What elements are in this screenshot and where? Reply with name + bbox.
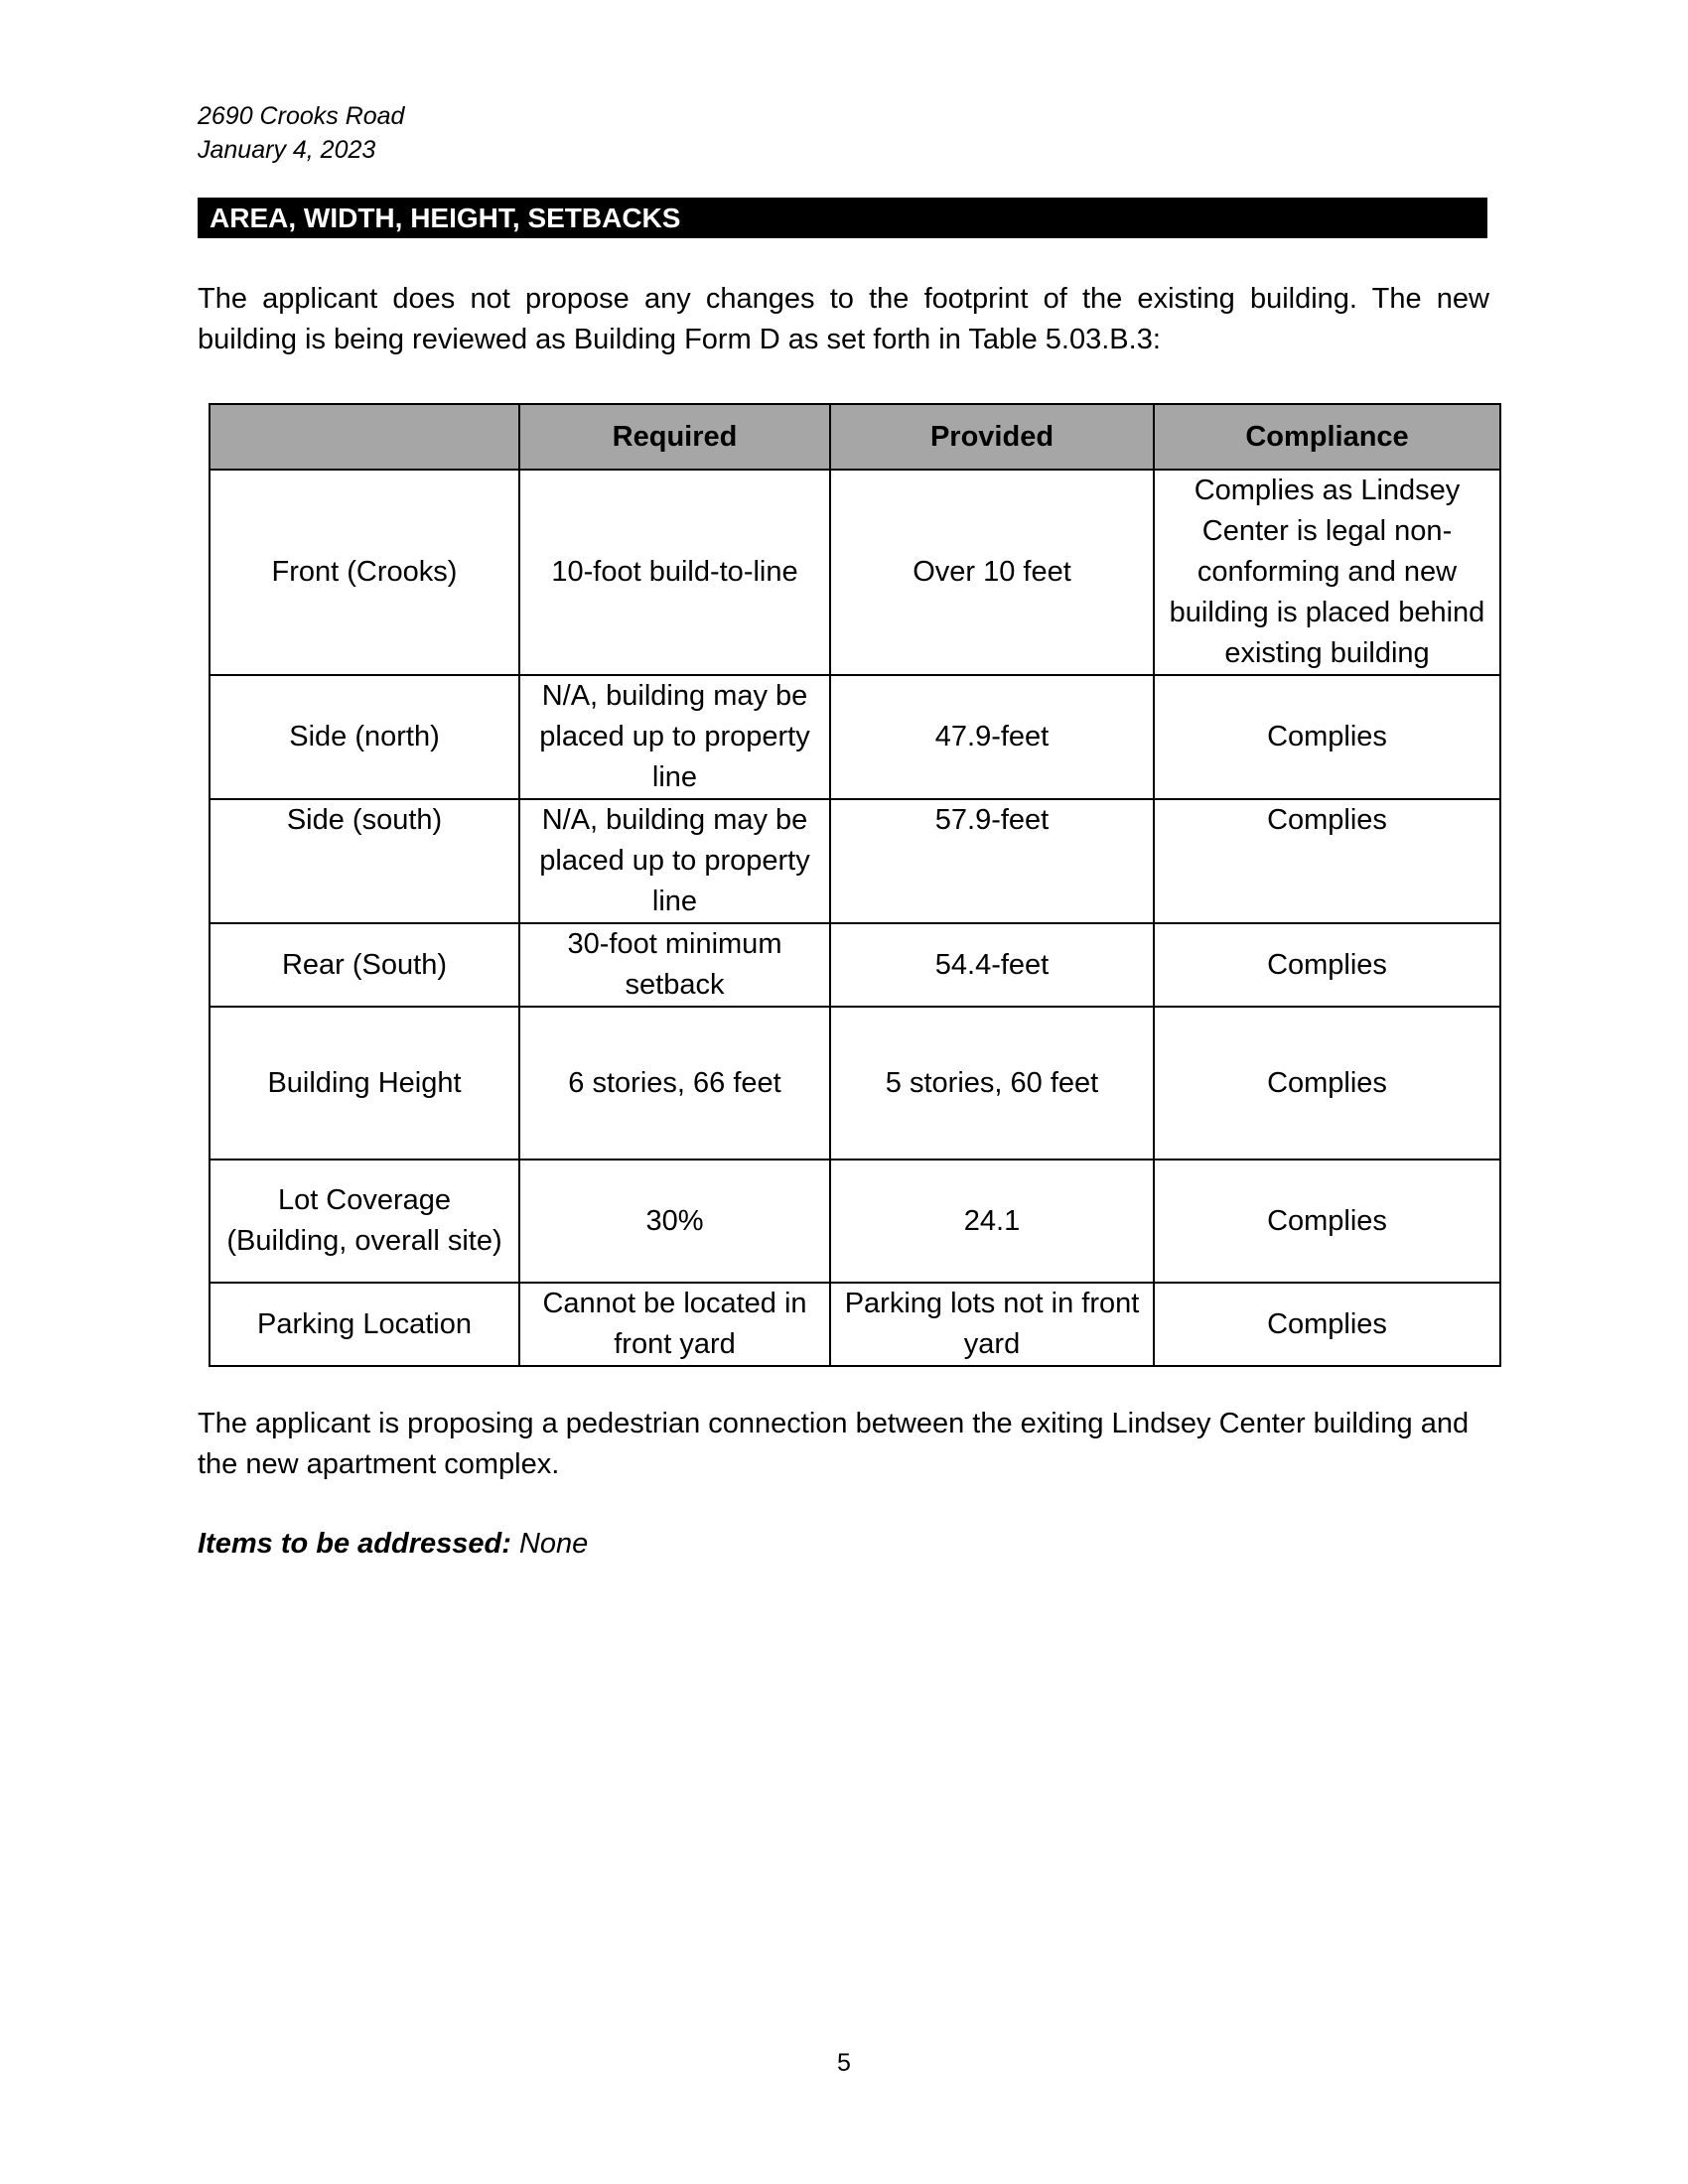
table-row bbox=[210, 1283, 1500, 1366]
row-label-cell: Front (Crooks) bbox=[210, 470, 519, 675]
row-label-cell: Building Height bbox=[210, 1007, 519, 1160]
table-row bbox=[210, 1007, 1500, 1160]
provided-cell: Parking lots not in front yard bbox=[830, 1283, 1154, 1366]
required-cell: 6 stories, 66 feet bbox=[519, 1007, 830, 1160]
required-cell: 30% bbox=[519, 1160, 830, 1283]
row-label-cell: Side (north) bbox=[210, 675, 519, 799]
header-cell-provided: Provided bbox=[830, 404, 1154, 470]
header-cell-required: Required bbox=[519, 404, 830, 470]
header-cell-blank bbox=[210, 404, 519, 470]
row-label-cell: Parking Location bbox=[210, 1283, 519, 1366]
compliance-cell: Complies bbox=[1154, 1283, 1500, 1366]
items-to-address bbox=[198, 1524, 588, 1565]
items-label: Items to be addressed: bbox=[198, 1528, 511, 1560]
row-label-cell: Side (south) bbox=[210, 799, 519, 923]
header-date: January 4, 2023 bbox=[198, 136, 376, 164]
items-value: None bbox=[518, 1528, 589, 1560]
required-cell: Cannot be located in front yard bbox=[519, 1283, 830, 1366]
row-label-cell: Rear (South) bbox=[210, 923, 519, 1007]
provided-cell: 24.1 bbox=[830, 1160, 1154, 1283]
table-header-row bbox=[210, 404, 1500, 470]
provided-cell: 54.4-feet bbox=[830, 923, 1154, 1007]
setbacks-table bbox=[209, 403, 1501, 1367]
compliance-cell: Complies bbox=[1154, 923, 1500, 1007]
table-row bbox=[210, 470, 1500, 675]
header-address: 2690 Crooks Road bbox=[198, 102, 405, 130]
compliance-cell: Complies bbox=[1154, 799, 1500, 923]
intro-paragraph: The applicant does not propose any changes to the footprint of the existing building. The new building is being reviewed as Building Form D as set forth in Table 5.03.B.3: bbox=[198, 283, 1489, 355]
compliance-cell: Complies bbox=[1154, 1007, 1500, 1160]
required-cell: N/A, building may be placed up to property line bbox=[519, 675, 830, 799]
table-row bbox=[210, 799, 1500, 923]
compliance-cell: Complies bbox=[1154, 1160, 1500, 1283]
required-cell: 10-foot build-to-line bbox=[519, 470, 830, 675]
row-label-cell: Lot Coverage (Building, overall site) bbox=[210, 1160, 519, 1283]
page-number: 5 bbox=[837, 2049, 851, 2077]
provided-cell: 57.9-feet bbox=[830, 799, 1154, 923]
required-cell: 30-foot minimum setback bbox=[519, 923, 830, 1007]
table-row bbox=[210, 675, 1500, 799]
closing-paragraph: The applicant is proposing a pedestrian connection between the exiting Lindsey Center building and the new apartment complex. bbox=[198, 1408, 1470, 1480]
provided-cell: 5 stories, 60 feet bbox=[830, 1007, 1154, 1160]
required-cell: N/A, building may be placed up to property line bbox=[519, 799, 830, 923]
provided-cell: Over 10 feet bbox=[830, 470, 1154, 675]
page-header bbox=[198, 99, 404, 167]
header-cell-compliance: Compliance bbox=[1154, 404, 1500, 470]
compliance-cell: Complies as Lindsey Center is legal non-conforming and new building is placed behind existing building bbox=[1154, 470, 1500, 675]
provided-cell: 47.9-feet bbox=[830, 675, 1154, 799]
section-title: AREA, WIDTH, HEIGHT, SETBACKS bbox=[198, 198, 1487, 238]
table-row bbox=[210, 923, 1500, 1007]
table-row bbox=[210, 1160, 1500, 1283]
compliance-cell: Complies bbox=[1154, 675, 1500, 799]
